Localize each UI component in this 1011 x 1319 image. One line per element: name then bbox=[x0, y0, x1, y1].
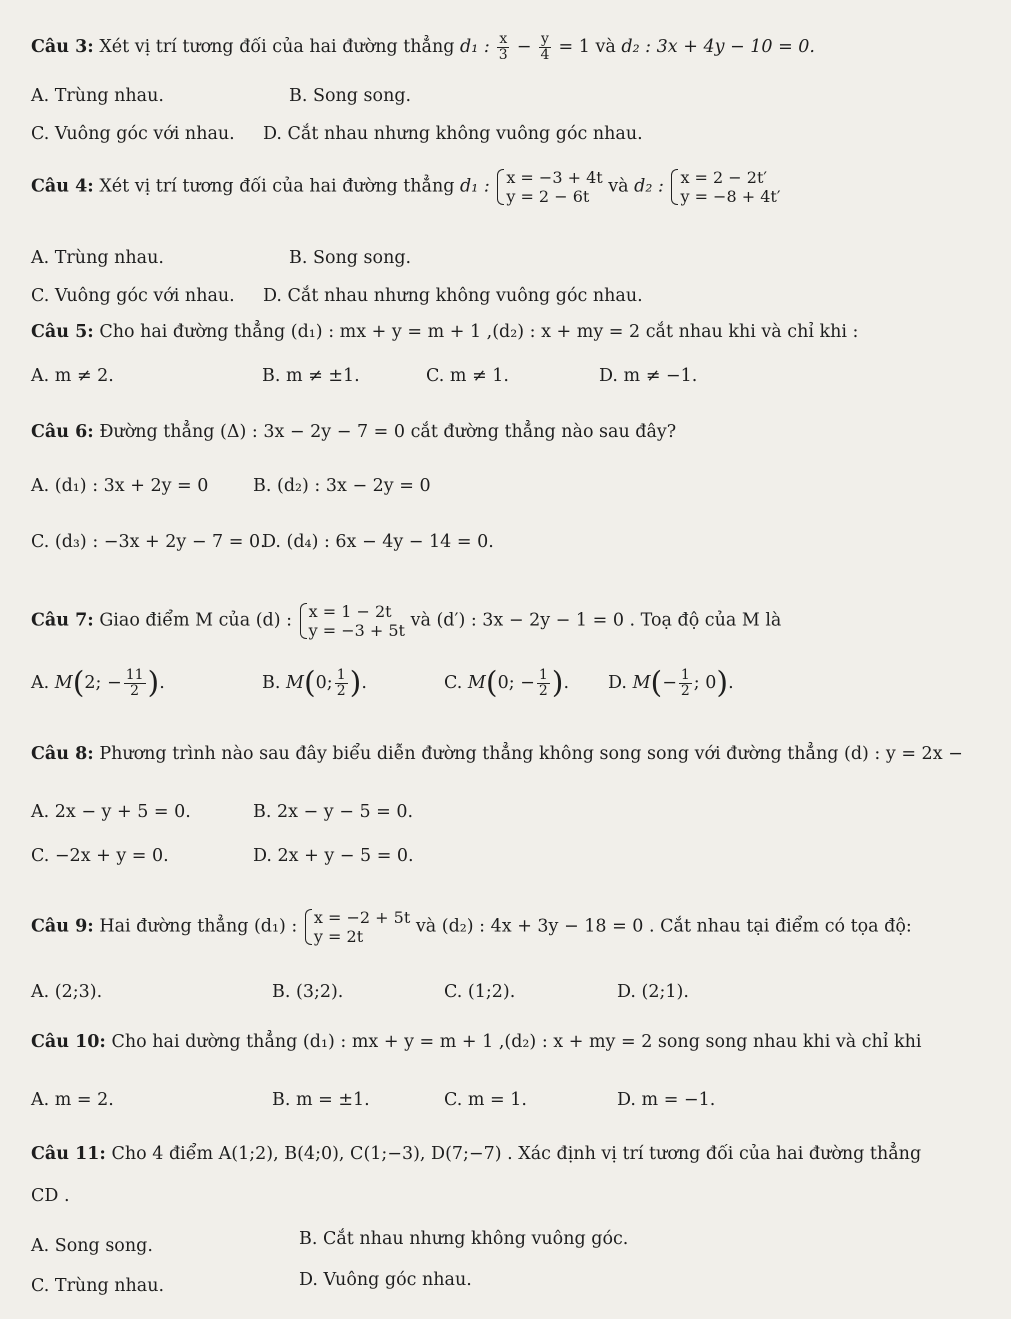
question-text: Giao điểm M của (d) : bbox=[99, 610, 293, 631]
question-text: Hai đường thẳng (d₁) : bbox=[99, 916, 298, 937]
option-b: B. Song song. bbox=[289, 248, 412, 268]
question-6 bbox=[31, 420, 676, 444]
option-a: A. Trùng nhau. bbox=[31, 86, 164, 106]
question-text: Xét vị trí tương đối của hai đường thẳng bbox=[99, 37, 455, 57]
question-text: Cho hai dường thẳng (d₁) : mx + y = m + 1 ,(d₂) : x + my = 2 song song nhau khi và chỉ khi bbox=[111, 1032, 922, 1052]
option-d: D. Cắt nhau nhưng không vuông góc nhau. bbox=[263, 286, 643, 306]
question-label: Câu 3: bbox=[31, 37, 94, 57]
option-d: D. (d₄) : 6x − 4y − 14 = 0. bbox=[262, 532, 494, 552]
question-label: Câu 9: bbox=[31, 916, 94, 937]
question-text: Cho 4 điểm A(1;2), B(4;0), C(1;−3), D(7;−7) . Xác định vị trí tương đối của hai đường thẳng bbox=[111, 1144, 922, 1164]
option-b: B. 2x − y − 5 = 0. bbox=[253, 802, 414, 822]
option-a: A. (d₁) : 3x + 2y = 0 bbox=[31, 476, 209, 496]
option-b: B. (3;2). bbox=[272, 982, 344, 1002]
option-b: B. M(0; $\frac{1}{2}$ ). bbox=[262, 665, 367, 701]
question-text: Đường thẳng (Δ) : 3x − 2y − 7 = 0 cắt đường thẳng nào sau đây? bbox=[99, 422, 677, 442]
option-b: B. Song song. bbox=[289, 86, 412, 106]
option-a: A. (2;3). bbox=[31, 982, 103, 1002]
option-d: D. M(− $\frac{1}{2}$ ; 0). bbox=[608, 665, 734, 701]
option-b: B. m ≠ ±1. bbox=[262, 366, 360, 386]
question-text: Xét vị trí tương đối của hai đường thẳng bbox=[99, 176, 455, 197]
question-9: Câu 9: Hai đường thẳng (d₁) : x = −2 + 5t y = 2t và (d₂) : 4x + 3y − 18 = 0 . Cắt nhau tại điểm có tọa độ: bbox=[31, 908, 912, 946]
question-text: Cho hai đường thẳng (d₁) : mx + y = m + 1 ,(d₂) : x + my = 2 cắt nhau khi và chỉ khi : bbox=[99, 322, 859, 342]
question-label: Câu 6: bbox=[31, 422, 94, 442]
option-a: A. Trùng nhau. bbox=[31, 248, 164, 268]
option-c: C. M(0; − $\frac{1}{2}$ ). bbox=[444, 665, 570, 701]
option-c: C. m = 1. bbox=[444, 1090, 527, 1110]
option-c: C. Trùng nhau. bbox=[31, 1276, 165, 1296]
question-11-continued: CD . bbox=[31, 1186, 70, 1206]
question-text: Phương trình nào sau đây biểu diễn đường thẳng không song song với đường thẳng (d) : y = 2x − bbox=[99, 744, 963, 764]
fraction: $\frac{y}{4}$ bbox=[540, 31, 550, 63]
question-label: Câu 11: bbox=[31, 1144, 106, 1164]
option-d: D. m = −1. bbox=[617, 1090, 716, 1110]
option-a: A. M(2; − $\frac{11}{2}$ ). bbox=[31, 665, 165, 701]
option-b: B. m = ±1. bbox=[272, 1090, 370, 1110]
option-d: D. Cắt nhau nhưng không vuông góc nhau. bbox=[263, 124, 643, 144]
option-d: D. Vuông góc nhau. bbox=[299, 1270, 472, 1290]
line-d2: d₂ : 3x + 4y − 10 = 0. bbox=[621, 37, 815, 57]
question-4: Câu 4: Xét vị trí tương đối của hai đường thẳng d₁ : x = −3 + 4t y = 2 − 6t và d₂ : x = 2 − 2t′ y = −8 + 4t′ bbox=[31, 168, 781, 206]
option-c: C. Vuông góc với nhau. bbox=[31, 286, 235, 306]
question-label: Câu 4: bbox=[31, 176, 94, 197]
option-a: A. 2x − y + 5 = 0. bbox=[31, 802, 191, 822]
question-8 bbox=[31, 742, 963, 766]
question-label: Câu 7: bbox=[31, 610, 94, 631]
equation-system: x = −2 + 5t y = 2t bbox=[303, 908, 410, 946]
option-b: B. (d₂) : 3x − 2y = 0 bbox=[253, 476, 431, 496]
question-7: Câu 7: Giao điểm M của (d) : x = 1 − 2t y = −3 + 5t và (d′) : 3x − 2y − 1 = 0 . Toạ độ của M là bbox=[31, 602, 782, 640]
fraction: $\frac{x}{3}$ bbox=[498, 31, 508, 63]
question-label: Câu 8: bbox=[31, 744, 94, 764]
question-label: Câu 10: bbox=[31, 1032, 106, 1052]
equation-system: x = −3 + 4t y = 2 − 6t bbox=[495, 168, 602, 206]
question-10 bbox=[31, 1030, 921, 1054]
option-a: A. m ≠ 2. bbox=[31, 366, 114, 386]
option-d: D. m ≠ −1. bbox=[599, 366, 698, 386]
option-c: C. m ≠ 1. bbox=[426, 366, 509, 386]
option-c: C. Vuông góc với nhau. bbox=[31, 124, 235, 144]
equation-system: x = 1 − 2t y = −3 + 5t bbox=[298, 602, 405, 640]
option-a: A. m = 2. bbox=[31, 1090, 114, 1110]
option-c: C. (1;2). bbox=[444, 982, 516, 1002]
question-label: Câu 5: bbox=[31, 322, 94, 342]
option-c: C. −2x + y = 0. bbox=[31, 846, 169, 866]
equation-system: x = 2 − 2t′ y = −8 + 4t′ bbox=[669, 168, 780, 206]
option-d: D. (2;1). bbox=[617, 982, 689, 1002]
option-d: D. 2x + y − 5 = 0. bbox=[253, 846, 414, 866]
line-d1: d₁ : bbox=[460, 37, 490, 57]
option-b: B. Cắt nhau nhưng không vuông góc. bbox=[299, 1229, 629, 1249]
question-3: Câu 3: Xét vị trí tương đối của hai đường thẳng d₁ : $\frac{x}{3}$ − $\frac{y}{4}$ = 1 và d₂ : 3x + 4y − 10 = 0. bbox=[31, 31, 815, 63]
question-5 bbox=[31, 320, 858, 344]
option-a: A. Song song. bbox=[31, 1236, 153, 1256]
option-c: C. (d₃) : −3x + 2y − 7 = 0. bbox=[31, 532, 266, 552]
question-11 bbox=[31, 1142, 921, 1166]
